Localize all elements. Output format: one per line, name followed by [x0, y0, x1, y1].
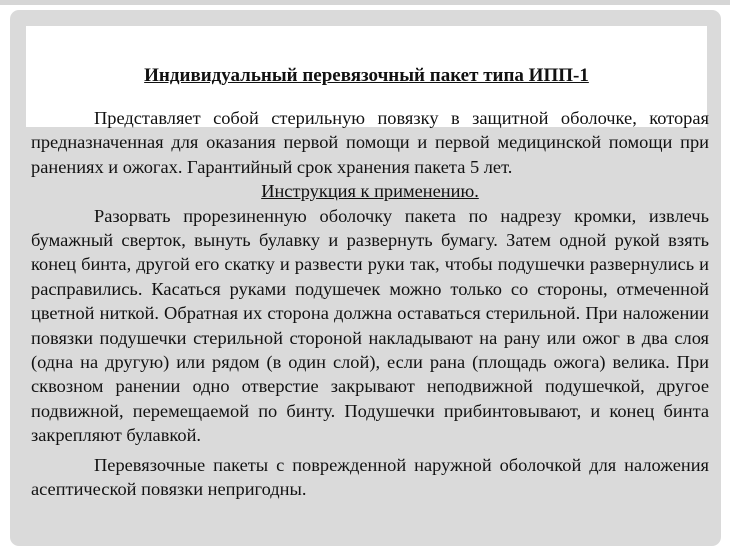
instruction-heading: Инструкция к применению.: [261, 181, 479, 202]
intro-paragraph: Представляет собой стерильную повязку в защитной оболочке, которая предназначенная для оказания первой помощи и первой медицинской помощи при ранениях и ожогах. Гарантийный срок хранения пакета 5 лет.: [31, 108, 709, 177]
slide: [10, 10, 721, 546]
top-divider: [0, 0, 730, 5]
content: [31, 106, 709, 502]
warning-paragraph: Перевязочные пакеты с поврежденной наружной оболочкой для наложения асептической повязки непригодны.: [31, 454, 709, 500]
instruction-paragraph: Разорвать прорезиненную оболочку пакета по надрезу кромки, извлечь бумажный сверток, вынуть булавку и развернуть бумагу. Затем одной рукой взять конец бинта, другой его скатку и развести руки так, чтобы подушечки развернулись и расправились. Касаться руками подушечек можно только со стороны, отмеченной цветной ниткой. Обратная их сторона должна оставаться стерильной. При наложении повязки подушечки стерильной стороной накладывают на рану или ожог в два слоя (одна на другую) или рядом (в один слой), если рана (площадь ожога) велика. При сквозном ранении одно отверстие закрывают неподвижной подушечкой, другое подвижной, перемещаемой по бинту. Подушечки прибинтовывают, и конец бинта закрепляют булавкой.: [31, 205, 709, 446]
page-title: Индивидуальный перевязочный пакет типа ИПП-1: [144, 65, 589, 86]
